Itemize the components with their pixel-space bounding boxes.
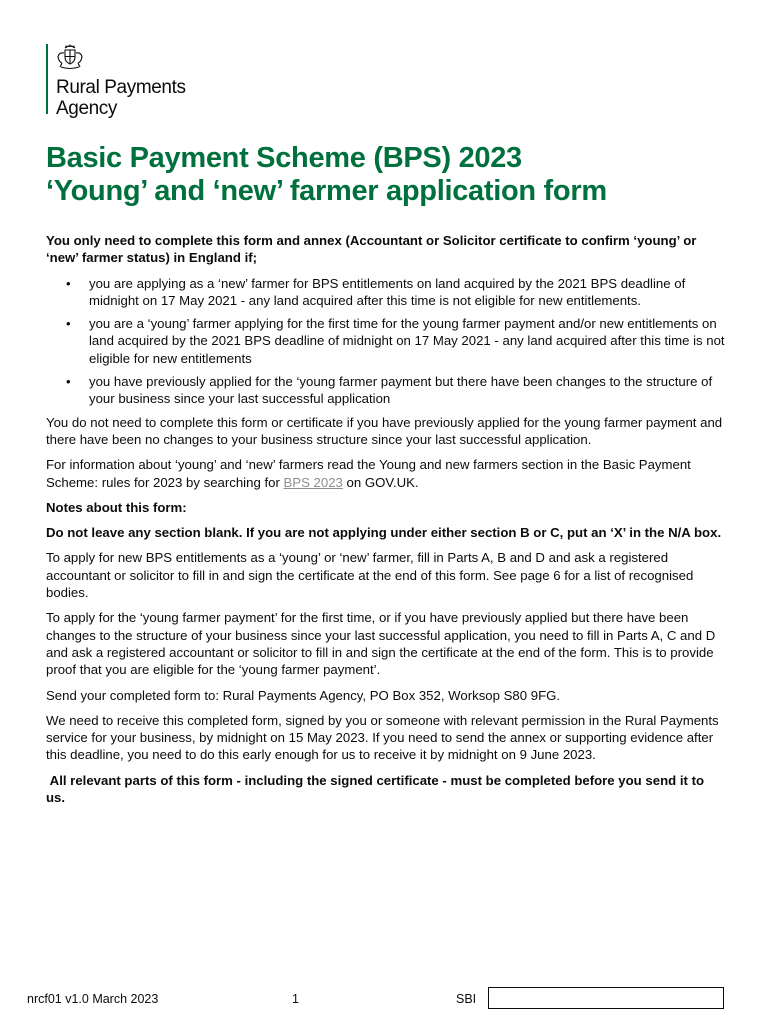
- form-notes-body: [46, 232, 726, 814]
- org-name: [56, 77, 186, 119]
- bps-2023-link[interactable]: BPS 2023: [283, 474, 343, 490]
- org-name-line2: Agency: [56, 98, 117, 119]
- notes-heading: Notes about this form:: [46, 499, 187, 515]
- warning-text: Do not leave any section blank. If you are not applying under either section B or C, put an ‘X’ in the N/A box.: [46, 525, 722, 541]
- list-item: [46, 373, 726, 408]
- list-item-text: you have previously applied for the ‘young farmer payment but there have been changes to the structure of your business since your last successful application: [89, 374, 713, 407]
- list-item: [46, 315, 726, 367]
- logo-green-bar: [46, 44, 48, 114]
- page-title-line1: Basic Payment Scheme (BPS) 2023: [46, 142, 522, 174]
- list-item: [46, 275, 726, 310]
- bullet-icon: •: [66, 275, 71, 291]
- info-text-after: on GOV.UK.: [342, 474, 419, 490]
- page-number: 1: [292, 992, 299, 1006]
- info-text-before: For information about ‘young’ and ‘new’ farmers read the Young and new farmers section in the Basic Payment Scheme: rules for 2023 by searching for: [46, 457, 691, 490]
- young-payment-paragraph: To apply for the ‘young farmer payment’ for the first time, or if you have previously applied but there have been changes to the structure of your business since your last successful application, you need to fill in Parts A, C and D and ask a registered accountant or solicitor to fill in and sign the certificate at the end of the form. This is to provide proof that you are eligible for the ‘young farmer payment’.: [46, 610, 716, 678]
- list-item-text: you are applying as a ‘new’ farmer for BPS entitlements on land acquired by the 2021 BPS deadline of midnight on 17 May 2021 - any land acquired after this time is not eligible for new entitlements.: [89, 275, 686, 308]
- deadline-paragraph: We need to receive this completed form, signed by you or someone with relevant permission in the Rural Payments service for your business, by midnight on 15 May 2023. If you need to send the annex or supporting evidence after this deadline, you need to do this early enough for us to receive it by midnight on 9 June 2023.: [46, 712, 719, 763]
- no-need-paragraph: You do not need to complete this form or certificate if you have previously applied for the young farmer payment and there have been no changes to your business structure since your last successful application.: [46, 414, 723, 447]
- bullet-icon: •: [66, 316, 71, 332]
- page-title: [46, 142, 736, 208]
- bullet-icon: •: [66, 374, 71, 390]
- sbi-input[interactable]: [488, 987, 724, 1009]
- final-note: All relevant parts of this form - including the signed certificate - must be completed before you send it to us.: [46, 772, 708, 806]
- new-entitlements-paragraph: To apply for new BPS entitlements as a ‘young’ or ‘new’ farmer, fill in Parts A, B and D and ask a registered accountant or solicitor to fill in and sign the certificate at the end of this form. See page 6 for a list of recognised bodies.: [46, 550, 694, 601]
- eligibility-list: [46, 275, 726, 408]
- list-item-text: you are a ‘young’ farmer applying for the first time for the young farmer payment and/or new entitlements on land acquired by the 2021 BPS deadline of midnight on 17 May 2021 - any land acquired after this time is not eligible for new entitlements: [89, 316, 725, 366]
- info-paragraph: [46, 456, 726, 491]
- org-name-line1: Rural Payments: [56, 77, 186, 98]
- sbi-label: SBI: [456, 992, 477, 1006]
- page-title-line2: ‘Young’ and ‘new’ farmer application form: [46, 175, 607, 207]
- send-address-paragraph: Send your completed form to: Rural Payments Agency, PO Box 352, Worksop S80 9FG.: [46, 687, 561, 703]
- form-reference: nrcf01 v1.0 March 2023: [27, 992, 159, 1006]
- intro-text: You only need to complete this form and annex (Accountant or Solicitor certificate to confirm ‘young’ or ‘new’ farmer status) in England if;: [46, 233, 697, 266]
- royal-crest-icon: [56, 44, 84, 70]
